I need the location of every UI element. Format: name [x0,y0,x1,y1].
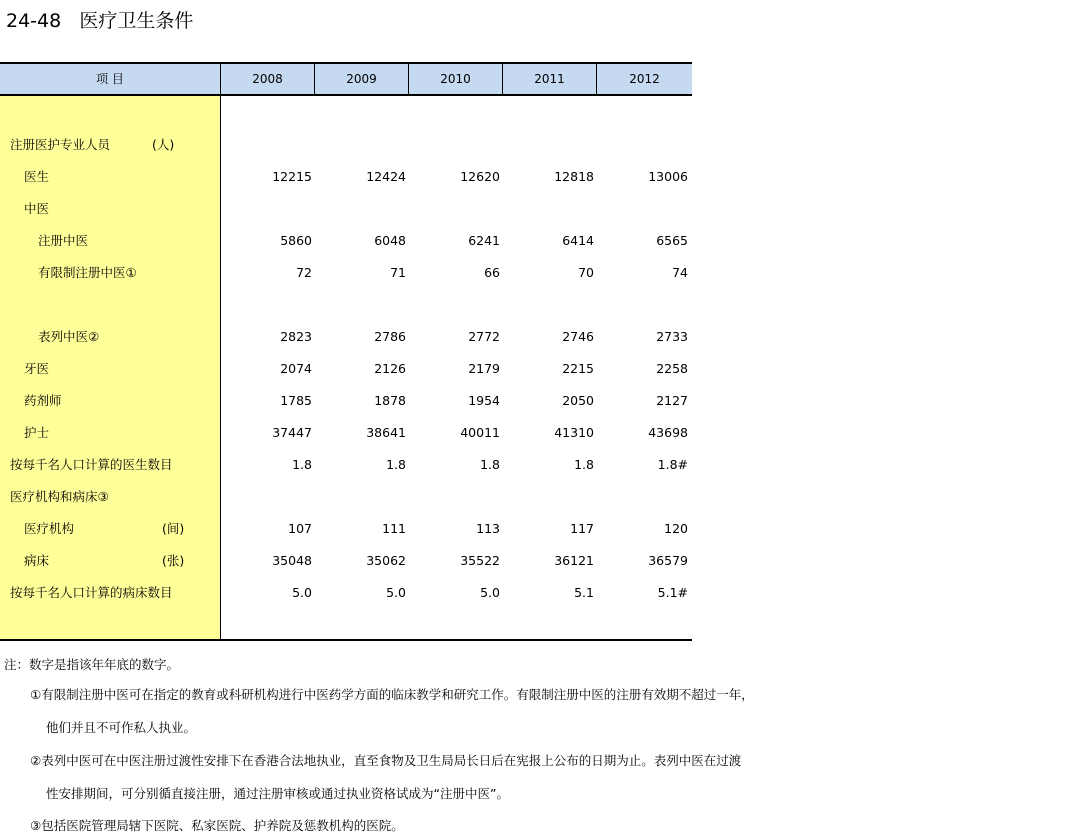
cell-value: 35062 [366,553,406,568]
cell-value: 6414 [562,233,594,248]
row-label: 表列中医② [38,329,100,344]
table-row [0,359,692,379]
row-label: 护士 [24,425,50,440]
row-label: 医疗机构和病床③ [10,489,109,504]
cell-value: 2127 [656,393,688,408]
cell-value: 6241 [468,233,500,248]
row-label: 牙医 [24,361,50,376]
cell-value: 71 [390,265,406,280]
header-year: 2010 [409,64,503,94]
footnote: ②表列中医可在中医注册过渡性安排下在香港合法地执业，直至食物及卫生局局长日后在宪报上公布的日期为止。表列中医在过渡 [30,753,742,768]
header-year: 2009 [315,64,409,94]
table-row [0,167,692,187]
cell-value: 6048 [374,233,406,248]
cell-value: 36579 [648,553,688,568]
header-year: 2011 [503,64,597,94]
page-title: 24-48 医疗卫生条件 [6,10,194,32]
cell-value: 5.0 [480,585,500,600]
cell-value: 5.1 [574,585,594,600]
cell-value: 2179 [468,361,500,376]
table-row [0,231,692,251]
cell-value: 43698 [648,425,688,440]
row-label: 医生 [24,169,50,184]
cell-value: 1.8 [386,457,406,472]
header-year: 2008 [221,64,315,94]
footnote: 他们并且不可作私人执业。 [46,720,197,735]
cell-value: 74 [672,265,688,280]
row-label: 病床 [24,553,50,568]
cell-value: 12215 [272,169,312,184]
cell-value: 107 [288,521,312,536]
cell-value: 1.8 [292,457,312,472]
cell-value: 13006 [648,169,688,184]
table-row [0,551,692,571]
cell-value: 35048 [272,553,312,568]
cell-value: 111 [382,521,406,536]
cell-value: 35522 [460,553,500,568]
row-unit: (间) [162,521,185,536]
cell-value: 1.8 [574,457,594,472]
table-row [0,327,692,347]
cell-value: 120 [664,521,688,536]
cell-value: 72 [296,265,312,280]
cell-value: 6565 [656,233,688,248]
cell-value: 5.0 [292,585,312,600]
cell-value: 117 [570,521,594,536]
table-row [0,423,692,443]
cell-value: 5.1# [657,585,688,600]
cell-value: 1.8 [480,457,500,472]
footnote: 性安排期间，可分别循直接注册，通过注册审核或通过执业资格试成为“注册中医”。 [46,786,509,801]
row-label: 注册中医 [38,233,89,248]
cell-value: 2733 [656,329,688,344]
cell-value: 36121 [554,553,594,568]
row-label: 注册医护专业人员 [10,137,111,152]
cell-value: 1785 [280,393,312,408]
cell-value: 2126 [374,361,406,376]
cell-value: 70 [578,265,594,280]
cell-value: 2050 [562,393,594,408]
table-row [0,199,692,219]
cell-value: 40011 [460,425,500,440]
row-label: 中医 [24,201,50,216]
footnote: ①有限制注册中医可在指定的教育或科研机构进行中医药学方面的临床教学和研究工作。有限制注册中医的注册有效期不超过一年， [30,687,754,702]
cell-value: 2215 [562,361,594,376]
data-table [0,62,692,640]
row-unit: (张) [162,553,185,568]
row-label: 有限制注册中医① [38,265,137,280]
cell-value: 12818 [554,169,594,184]
row-unit: (人) [152,137,175,152]
table-row [0,487,692,507]
cell-value: 12620 [460,169,500,184]
cell-value: 2772 [468,329,500,344]
table-header [0,62,692,96]
row-label: 按每千名人口计算的医生数目 [10,457,173,472]
cell-value: 66 [484,265,500,280]
footnote: 注：数字是指该年年底的数字。 [4,657,180,672]
cell-value: 2746 [562,329,594,344]
cell-value: 5.0 [386,585,406,600]
table-row [0,135,692,155]
header-item: 项 目 [0,64,221,94]
table-row [0,519,692,539]
cell-value: 5860 [280,233,312,248]
table-row [0,263,692,283]
table-row [0,455,692,475]
header-year: 2012 [629,72,660,86]
cell-value: 113 [476,521,500,536]
row-label: 医疗机构 [24,521,75,536]
table-row [0,583,692,603]
cell-value: 1954 [468,393,500,408]
cell-value: 2258 [656,361,688,376]
footnote: ③包括医院管理局辖下医院、私家医院、护养院及惩教机构的医院。 [30,818,404,833]
cell-value: 12424 [366,169,406,184]
cell-value: 1878 [374,393,406,408]
cell-value: 2786 [374,329,406,344]
cell-value: 1.8# [657,457,688,472]
cell-value: 38641 [366,425,406,440]
cell-value: 2823 [280,329,312,344]
cell-value: 37447 [272,425,312,440]
table-row [0,391,692,411]
row-label: 药剂师 [24,393,62,408]
cell-value: 41310 [554,425,594,440]
table-bottom-rule [0,639,692,641]
cell-value: 2074 [280,361,312,376]
row-label: 按每千名人口计算的病床数目 [10,585,173,600]
